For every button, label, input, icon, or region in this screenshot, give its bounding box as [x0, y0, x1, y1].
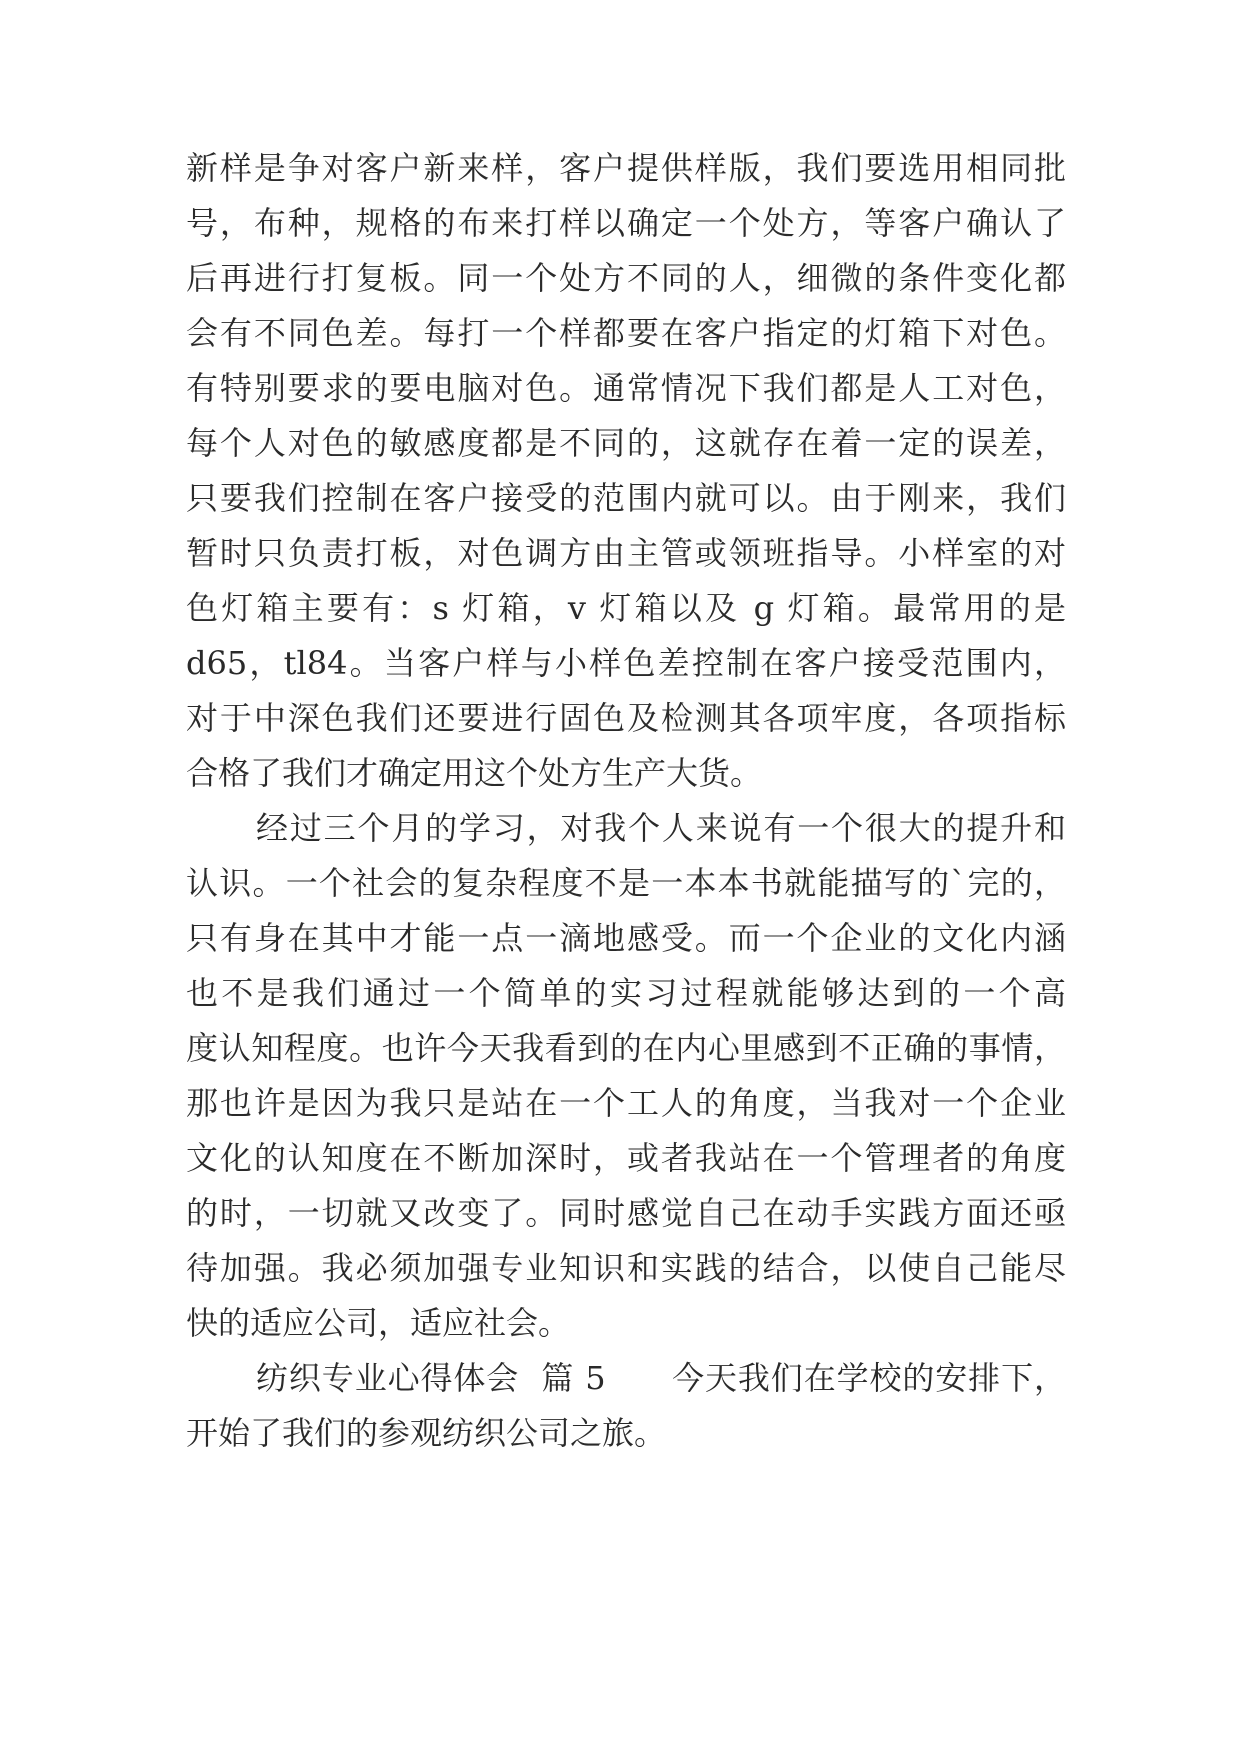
text-line: 快的适应公司，适应社会。 — [186, 1304, 571, 1342]
text-line: 号，布种，规格的布来打样以确定一个处方，等客户确认了 — [186, 204, 1066, 242]
text-line: 认识。一个社会的复杂程度不是一本本书就能描写的`完的， — [186, 864, 1066, 902]
text-line: 新样是争对客户新来样，客户提供样版，我们要选用相同批 — [186, 149, 1066, 187]
text-line: 的时，一切就又改变了。同时感觉自己在动手实践方面还亟 — [186, 1194, 1066, 1232]
text-line: 经过三个月的学习，对我个人来说有一个很大的提升和 — [256, 809, 1066, 847]
text-line: 只有身在其中才能一点一滴地感受。而一个企业的文化内涵 — [186, 919, 1066, 957]
text-line: 暂时只负责打板，对色调方由主管或领班指导。小样室的对 — [186, 534, 1066, 572]
text-line: 色灯箱主要有：s 灯箱，v 灯箱以及 g 灯箱。最常用的是 — [186, 589, 1066, 627]
text-line: 后再进行打复板。同一个处方不同的人，细微的条件变化都 — [186, 259, 1066, 297]
section-heading-line: 纺织专业心得体会 篇 5 今天我们在学校的安排下， — [256, 1359, 1066, 1397]
text-line: 只要我们控制在客户接受的范围内就可以。由于刚来，我们 — [186, 479, 1066, 517]
text-line: 度认知程度。也许今天我看到的在内心里感到不正确的事情， — [186, 1029, 1066, 1067]
text-line: 文化的认知度在不断加深时，或者我站在一个管理者的角度 — [186, 1139, 1066, 1177]
text-line: 会有不同色差。每打一个样都要在客户指定的灯箱下对色。 — [186, 314, 1066, 352]
text-line: 开始了我们的参观纺织公司之旅。 — [186, 1414, 667, 1452]
text-line: 有特别要求的要电脑对色。通常情况下我们都是人工对色， — [186, 369, 1066, 407]
text-line: 合格了我们才确定用这个处方生产大货。 — [186, 754, 763, 792]
text-line: 那也许是因为我只是站在一个工人的角度，当我对一个企业 — [186, 1084, 1066, 1122]
text-line: 也不是我们通过一个简单的实习过程就能够达到的一个高 — [186, 974, 1066, 1012]
text-line: 对于中深色我们还要进行固色及检测其各项牢度，各项指标 — [186, 699, 1066, 737]
text-line: 每个人对色的敏感度都是不同的，这就存在着一定的误差， — [186, 424, 1066, 462]
text-line: d65，tl84。当客户样与小样色差控制在客户接受范围内， — [186, 644, 1066, 682]
text-line: 待加强。我必须加强专业知识和实践的结合，以使自己能尽 — [186, 1249, 1066, 1287]
